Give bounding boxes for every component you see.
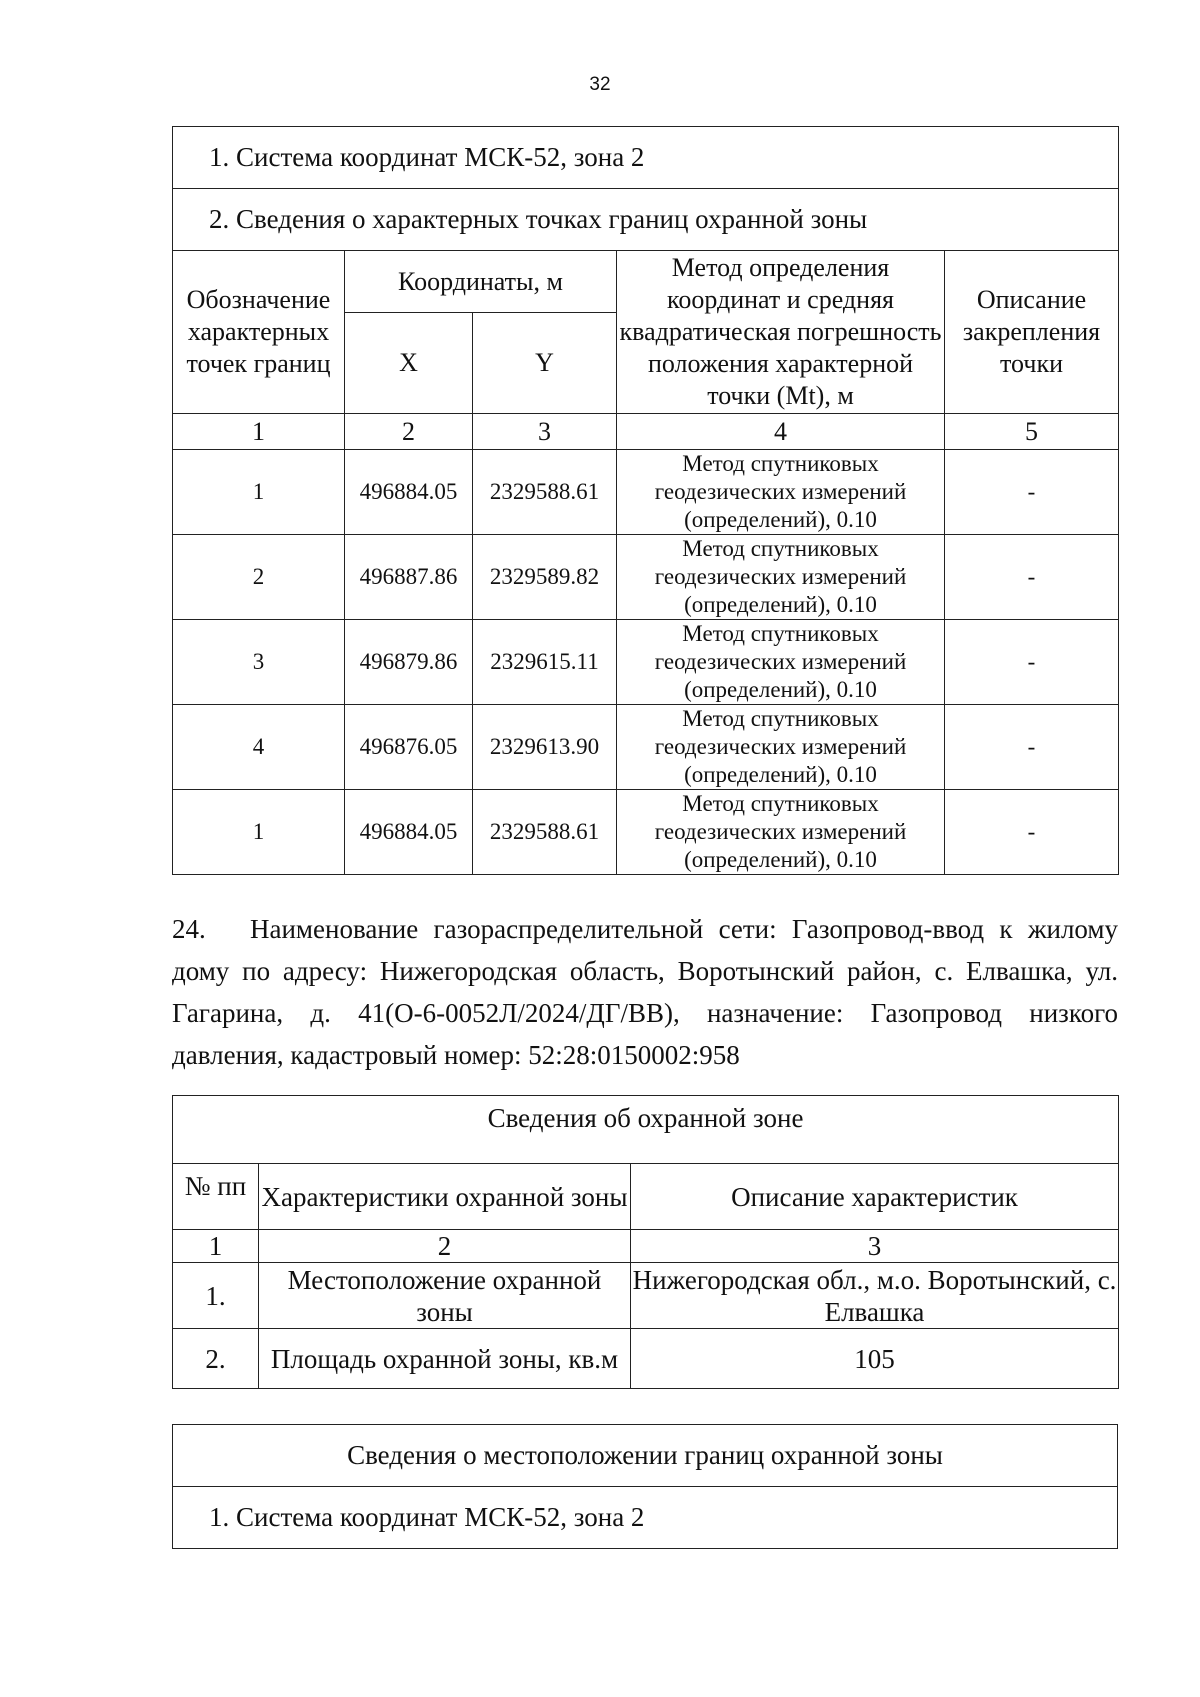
table-row (173, 705, 1119, 790)
method-cell: Метод спутниковых геодезических измерений (определений), 0.10 (617, 450, 945, 535)
y-value: 2329615.11 (473, 620, 617, 705)
header-description: Описание характеристик (631, 1164, 1119, 1230)
y-value: 2329588.61 (473, 790, 617, 875)
method-cell: Метод спутниковых геодезических измерений (определений), 0.10 (617, 535, 945, 620)
point-id: 3 (173, 620, 345, 705)
x-value: 496876.05 (345, 705, 473, 790)
header-method: Метод определения координат и средняя квадратическая погрешность положения характерной точки (Mt), м (617, 251, 945, 414)
characteristic-name: Местоположение охранной зоны (259, 1263, 631, 1329)
boundary-location-table (172, 1424, 1118, 1549)
characteristic-name: Площадь охранной зоны, кв.м (259, 1329, 631, 1389)
table-title: Сведения об охранной зоне (173, 1096, 1119, 1164)
point-description: - (945, 450, 1119, 535)
table-row (173, 535, 1119, 620)
y-value: 2329613.90 (473, 705, 617, 790)
x-value: 496884.05 (345, 450, 473, 535)
column-number: 2 (345, 414, 473, 450)
boundary-points-table (172, 126, 1119, 875)
column-number: 2 (259, 1230, 631, 1263)
coord-system-caption: 1. Система координат МСК-52, зона 2 (173, 1487, 1118, 1549)
header-x: X (345, 313, 473, 414)
point-description: - (945, 790, 1119, 875)
table-row (173, 1263, 1119, 1329)
point-id: 4 (173, 705, 345, 790)
column-number: 3 (473, 414, 617, 450)
y-value: 2329589.82 (473, 535, 617, 620)
table-row (173, 790, 1119, 875)
header-y: Y (473, 313, 617, 414)
characteristic-value: Нижегородская обл., м.о. Воротынский, с. Елвашка (631, 1263, 1119, 1329)
x-value: 496879.86 (345, 620, 473, 705)
point-description: - (945, 620, 1119, 705)
table-row (173, 620, 1119, 705)
table-row (173, 1329, 1119, 1389)
header-point: Обозначение характерных точек границ (173, 251, 345, 414)
paragraph-number: 24. (172, 914, 206, 944)
column-number: 4 (617, 414, 945, 450)
method-cell: Метод спутниковых геодезических измерений (определений), 0.10 (617, 705, 945, 790)
header-coords: Координаты, м (345, 251, 617, 313)
method-cell: Метод спутниковых геодезических измерений (определений), 0.10 (617, 620, 945, 705)
network-description-paragraph (172, 908, 1118, 1076)
header-characteristic: Характеристики охранной зоны (259, 1164, 631, 1230)
table-title: Сведения о местоположении границ охранной зоны (173, 1425, 1118, 1487)
page-number: 32 (589, 74, 611, 95)
point-description: - (945, 705, 1119, 790)
coord-system-caption: 1. Система координат МСК-52, зона 2 (173, 127, 1119, 189)
column-number: 1 (173, 1230, 259, 1263)
characteristic-value: 105 (631, 1329, 1119, 1389)
header-desc: Описание закрепления точки (945, 251, 1119, 414)
x-value: 496887.86 (345, 535, 473, 620)
column-number: 1 (173, 414, 345, 450)
point-description: - (945, 535, 1119, 620)
point-id: 2 (173, 535, 345, 620)
row-number: 1. (173, 1263, 259, 1329)
column-number: 5 (945, 414, 1119, 450)
y-value: 2329588.61 (473, 450, 617, 535)
column-number: 3 (631, 1230, 1119, 1263)
paragraph-text: Наименование газораспределительной сети: Газопровод-ввод к жилому дому по адресу: Нижегородская область, Воротынский район, с. Елвашка, ул. Гагарина, д. 41(О-6-0052Л/2024/ДГ/ВВ), назначение: Газопровод низкого давления, кадастровый номер: 52:28:0150002:958 (172, 914, 1118, 1070)
table-row (173, 450, 1119, 535)
method-cell: Метод спутниковых геодезических измерений (определений), 0.10 (617, 790, 945, 875)
row-number: 2. (173, 1329, 259, 1389)
point-id: 1 (173, 450, 345, 535)
x-value: 496884.05 (345, 790, 473, 875)
protection-zone-table (172, 1095, 1119, 1389)
header-num: № пп (173, 1164, 259, 1230)
section-title: 2. Сведения о характерных точках границ охранной зоны (173, 189, 1119, 251)
point-id: 1 (173, 790, 345, 875)
